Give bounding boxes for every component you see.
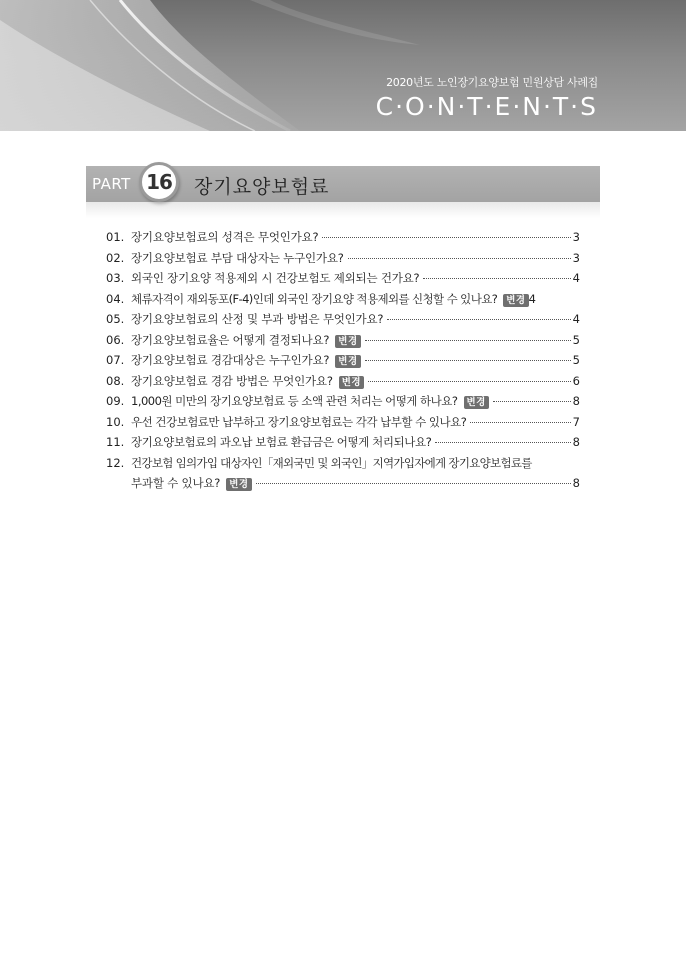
dot-leader [493,400,571,402]
changed-badge: 변경 [335,335,360,348]
toc-question: 외국인 장기요양 적용제외 시 건강보험도 제외되는 건가요? [131,271,420,285]
changed-badge: 변경 [464,396,489,409]
changed-badge: 변경 [226,478,251,491]
dot-leader [423,277,570,279]
toc-number: 02. [106,250,125,265]
toc-question: 장기요양보험료의 과오납 보험료 환급금은 어떻게 처리되나요? [131,435,432,449]
toc-question: 장기요양보험료 경감대상은 누구인가요? [131,353,330,367]
toc-item[interactable] [106,332,580,353]
toc-question: 장기요양보험료의 성격은 무엇인가요? [131,230,319,244]
toc-page: 4 [572,312,580,326]
part-number: 16 [146,170,172,194]
toc-page: 5 [572,332,580,347]
toc-number: 12. [106,455,125,470]
toc-question: 우선 건강보험료만 납부하고 장기요양보험료는 각각 납부할 수 있나요? [131,414,467,429]
toc-number: 01. [106,230,125,244]
toc-number: 03. [106,271,125,285]
part-bar-shadow [86,202,600,218]
toc-question: 1,000원 미만의 장기요양보험료 등 소액 관련 처리는 어떻게 하나요? [131,394,458,408]
toc-item[interactable] [106,414,580,435]
toc-question: 건강보험 임의가입 대상자인「재외국민 및 외국인」지역가입자에게 장기요양보험료를 [131,455,532,470]
toc-question-continued: 부과할 수 있나요? [131,476,221,490]
toc-item[interactable] [106,393,580,414]
dot-leader [368,380,571,382]
toc-item[interactable] [106,373,580,394]
header-banner [0,0,686,131]
toc-item[interactable] [106,311,580,332]
toc-item[interactable] [106,270,580,291]
toc-question: 체류자격이 재외동포(F-4)인데 외국인 장기요양 적용제외를 신청할 수 있나요? [131,291,498,306]
contents-title: C·O·N·T·E·N·T·S [375,92,598,121]
toc-number: 10. [106,414,125,429]
toc-page: 3 [572,230,580,244]
toc-question: 장기요양보험료의 산정 및 부과 방법은 무엇인가요? [131,312,384,326]
toc-line [106,475,580,496]
part-title: 장기요양보험료 [194,176,330,198]
toc-question: 장기요양보험료 경감 방법은 무엇인가요? [131,373,333,388]
dot-leader [387,318,570,320]
toc-question: 장기요양보험료 부담 대상자는 누구인가요? [131,250,344,265]
toc-line [106,455,580,476]
changed-badge: 변경 [339,376,364,389]
toc-page: 4 [528,291,536,306]
toc-page: 5 [572,353,580,367]
toc-page: 3 [572,250,580,265]
dot-leader [365,339,571,341]
toc-page: 7 [572,414,580,429]
dot-leader [348,257,571,259]
part-number-badge [139,162,179,202]
book-subtitle: 2020년도 노인장기요양보험 민원상담 사례집 [386,76,598,89]
table-of-contents [106,229,580,496]
toc-page: 8 [572,435,580,449]
dot-leader [322,236,570,238]
toc-item[interactable] [106,291,580,312]
toc-page: 4 [572,271,580,285]
toc-number: 06. [106,332,125,347]
dot-leader [256,482,571,484]
dot-leader [435,441,570,443]
toc-question: 장기요양보험료율은 어떻게 결정되나요? [131,332,330,347]
toc-item[interactable] [106,455,580,496]
dot-leader [365,359,571,361]
changed-badge: 변경 [503,294,528,307]
toc-number: 05. [106,312,125,326]
toc-page: 8 [572,394,580,408]
toc-item[interactable] [106,229,580,250]
toc-number: 04. [106,291,125,306]
toc-number: 07. [106,353,125,367]
toc-page: 8 [572,476,580,490]
part-label: PART [92,175,131,193]
toc-page: 6 [572,373,580,388]
toc-item[interactable] [106,250,580,271]
toc-item[interactable] [106,434,580,455]
toc-number: 09. [106,394,125,408]
changed-badge: 변경 [335,355,360,368]
dot-leader [470,421,570,423]
toc-item[interactable] [106,352,580,373]
toc-number: 11. [106,435,125,449]
toc-number: 08. [106,373,125,388]
